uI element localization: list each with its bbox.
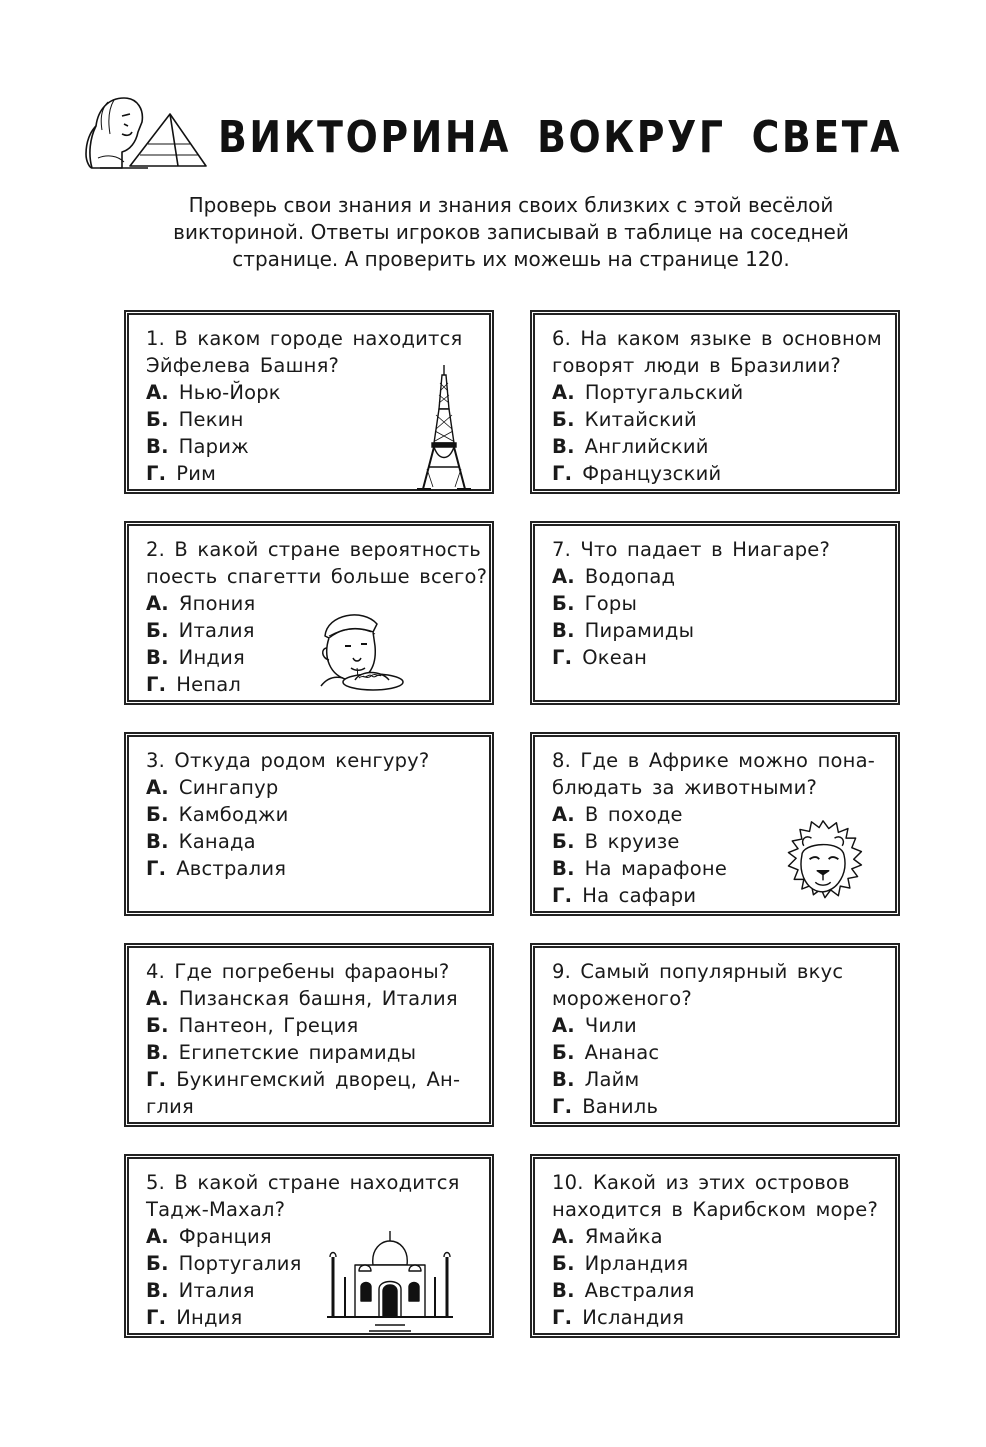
answer-option-d: Г. Исландия xyxy=(552,1306,685,1329)
question-card-5 xyxy=(124,1154,494,1338)
question-text: 1. В каком городе находится xyxy=(146,327,463,350)
answer-option-b: Б. Китайский xyxy=(552,408,697,431)
question-text: говорят люди в Бразилии? xyxy=(552,354,841,377)
answer-option-a: А. Франция xyxy=(146,1225,272,1248)
answer-option-a: А. Пизанская башня, Италия xyxy=(146,987,458,1010)
answer-option-a: А. Япония xyxy=(146,592,256,615)
question-card-2 xyxy=(124,521,494,705)
question-text: Тадж-Махал? xyxy=(146,1198,286,1221)
question-card-9 xyxy=(530,943,900,1127)
answer-option-a: А. Португальский xyxy=(552,381,744,404)
question-text: 2. В какой стране вероятность xyxy=(146,538,481,561)
answer-option-b: Б. Португалия xyxy=(146,1252,302,1275)
answer-option-c: В. Канада xyxy=(146,830,256,853)
answer-option-a: А. Нью-Йорк xyxy=(146,381,281,404)
answer-option-b: Б. В круизе xyxy=(552,830,680,853)
question-text: 4. Где погребены фараоны? xyxy=(146,960,450,983)
answer-option-b: Б. Горы xyxy=(552,592,638,615)
intro-line: викториной. Ответы игроков записывай в таблице на соседней xyxy=(173,220,849,244)
answer-option-d: Г. Индия xyxy=(146,1306,243,1329)
sphinx-pyramid-icon xyxy=(78,88,208,170)
intro-text xyxy=(152,192,870,273)
answer-option-d: Г. Рим xyxy=(146,462,216,485)
answer-option-d: Г. На сафари xyxy=(552,884,697,907)
answer-option-c: В. Пирамиды xyxy=(552,619,695,642)
answer-option-a: А. Чили xyxy=(552,1014,637,1037)
lion-head-icon xyxy=(775,817,871,913)
question-card-10 xyxy=(530,1154,900,1338)
answer-option-d: Г. Австралия xyxy=(146,857,287,880)
page-title: ВИКТОРИНА ВОКРУГ СВЕТА xyxy=(218,112,903,163)
answer-option-c: В. Лайм xyxy=(552,1068,640,1091)
question-text: 3. Откуда родом кенгуру? xyxy=(146,749,430,772)
question-text: мороженого? xyxy=(552,987,692,1010)
answer-option-c: В. Париж xyxy=(146,435,249,458)
answer-option-a: А. В походе xyxy=(552,803,683,826)
question-card-7 xyxy=(530,521,900,705)
answer-option-d-continued: глия xyxy=(146,1095,194,1118)
question-text: 6. На каком языке в основном xyxy=(552,327,882,350)
answer-option-d: Г. Букингемский дворец, Ан- xyxy=(146,1068,461,1091)
question-text: 9. Самый популярный вкус xyxy=(552,960,844,983)
answer-option-a: А. Ямайка xyxy=(552,1225,663,1248)
answer-option-d: Г. Непал xyxy=(146,673,242,696)
boy-eating-spaghetti-icon xyxy=(307,606,407,696)
question-text: 8. Где в Африке можно пона- xyxy=(552,749,876,772)
question-card-1 xyxy=(124,310,494,494)
question-text: Эйфелева Башня? xyxy=(146,354,340,377)
answer-option-b: Б. Ананас xyxy=(552,1041,660,1064)
answer-option-c: В. Австралия xyxy=(552,1279,695,1302)
question-card-6 xyxy=(530,310,900,494)
taj-mahal-icon xyxy=(325,1227,455,1337)
question-text: 10. Какой из этих островов xyxy=(552,1171,850,1194)
intro-line: странице. А проверить их можешь на странице 120. xyxy=(232,247,790,271)
answer-option-b: Б. Ирландия xyxy=(552,1252,689,1275)
question-text: находится в Карибском море? xyxy=(552,1198,878,1221)
question-card-4 xyxy=(124,943,494,1127)
answer-option-b: Б. Камбоджи xyxy=(146,803,289,826)
question-text: блюдать за животными? xyxy=(552,776,818,799)
answer-option-b: Б. Пекин xyxy=(146,408,244,431)
answer-option-a: А. Сингапур xyxy=(146,776,279,799)
question-card-3 xyxy=(124,732,494,916)
answer-option-d: Г. Океан xyxy=(552,646,648,669)
answer-option-d: Г. Ваниль xyxy=(552,1095,659,1118)
question-text: 7. Что падает в Ниагаре? xyxy=(552,538,831,561)
answer-option-c: В. Английский xyxy=(552,435,709,458)
question-text: поесть спагетти больше всего? xyxy=(146,565,488,588)
answer-option-a: А. Водопад xyxy=(552,565,676,588)
question-card-8 xyxy=(530,732,900,916)
answer-option-b: Б. Италия xyxy=(146,619,255,642)
eiffel-tower-icon xyxy=(409,363,479,493)
answer-option-b: Б. Пантеон, Греция xyxy=(146,1014,359,1037)
question-text: 5. В какой стране находится xyxy=(146,1171,460,1194)
answer-option-d: Г. Французский xyxy=(552,462,722,485)
answer-option-c: В. Италия xyxy=(146,1279,255,1302)
answer-option-c: В. Индия xyxy=(146,646,245,669)
answer-option-c: В. Египетские пирамиды xyxy=(146,1041,417,1064)
intro-line: Проверь свои знания и знания своих близких с этой весёлой xyxy=(188,193,834,217)
answer-option-c: В. На марафоне xyxy=(552,857,728,880)
